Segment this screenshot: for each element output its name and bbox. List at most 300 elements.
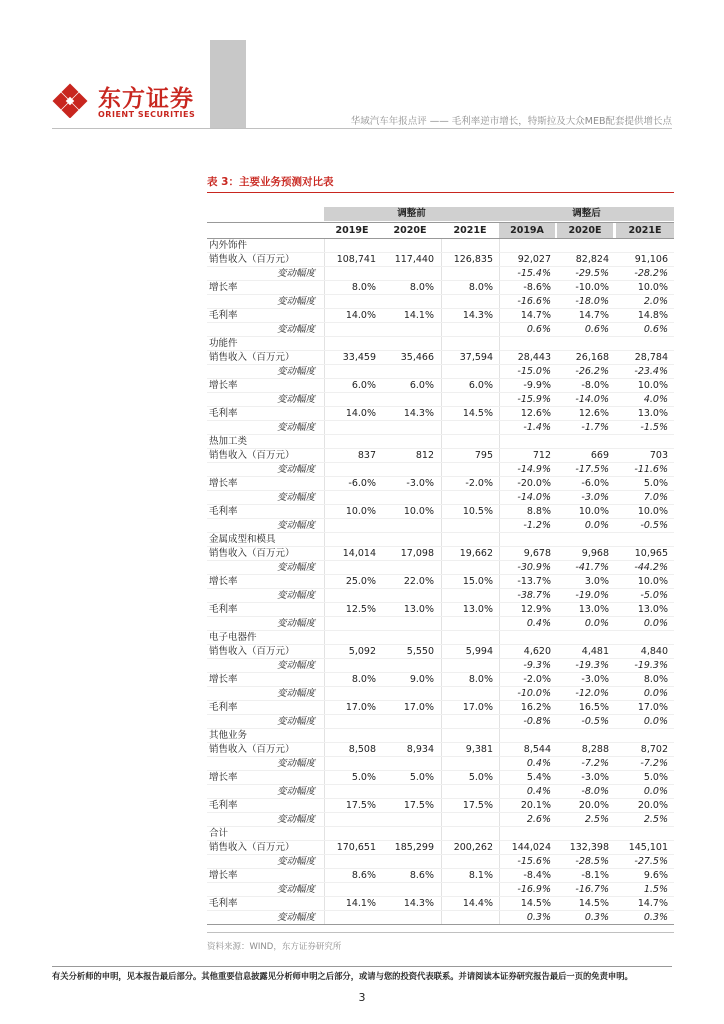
table-row (207, 519, 674, 533)
table-cell: -14.0% (517, 492, 551, 503)
table-row (207, 491, 674, 505)
table-cell (441, 827, 493, 841)
row-label: 变动幅度 (277, 394, 316, 405)
table-row (207, 351, 674, 365)
table-cell (441, 687, 493, 701)
column-separator (441, 603, 442, 616)
column-separator (499, 841, 500, 854)
column-header-0: 2019E (324, 223, 380, 238)
table-cell: -44.2% (634, 562, 668, 573)
table-cell: 712 (532, 450, 551, 461)
table-cell: -3.0% (581, 492, 609, 503)
table-cell (441, 323, 493, 337)
table-cell (324, 421, 376, 435)
table-cell: 0.0% (643, 618, 668, 629)
table-cell (324, 659, 376, 673)
table-cell (382, 687, 434, 701)
row-label: 增长率 (209, 674, 238, 685)
table-cell: -10.0% (575, 282, 609, 293)
table-cell (382, 393, 434, 407)
table-cell (499, 435, 551, 449)
table-cell: 17.0% (345, 702, 376, 713)
column-separator (324, 645, 325, 658)
column-separator (499, 435, 500, 448)
column-separator (324, 561, 325, 574)
table-cell: 0.6% (643, 324, 668, 335)
column-separator (324, 883, 325, 896)
column-separator (324, 673, 325, 686)
table-cell (324, 911, 376, 925)
table-cell (441, 435, 493, 449)
table-cell: 10.0% (403, 506, 434, 517)
table-cell: 6.0% (468, 380, 493, 391)
table-cell: 0.6% (526, 324, 551, 335)
table-cell: 14.5% (578, 898, 609, 909)
table-cell (324, 519, 376, 533)
table-cell: -8.4% (523, 870, 551, 881)
table-cell: 8,508 (348, 744, 376, 755)
report-header-title: 华域汽车年报点评 —— 毛利率逆市增长，特斯拉及大众MEB配套提供增长点 (350, 116, 672, 127)
row-label: 变动幅度 (277, 366, 316, 377)
table-cell: 10.0% (637, 282, 668, 293)
column-separator (441, 715, 442, 728)
table-cell (557, 729, 609, 743)
column-separator (441, 463, 442, 476)
table-row (207, 799, 674, 813)
column-separator (499, 309, 500, 322)
column-separator (324, 589, 325, 602)
table-row (207, 463, 674, 477)
column-separator (499, 673, 500, 686)
table-cell: -6.0% (581, 478, 609, 489)
row-label: 变动幅度 (277, 520, 316, 531)
table-cell: 8.0% (409, 282, 434, 293)
column-separator (324, 491, 325, 504)
column-separator (324, 841, 325, 854)
row-label: 变动幅度 (277, 716, 316, 727)
table-cell (382, 519, 434, 533)
table-cell: -16.7% (575, 884, 609, 895)
column-separator (499, 505, 500, 518)
table-cell: 14.3% (403, 898, 434, 909)
table-cell: 14.7% (578, 310, 609, 321)
table-cell: 7.0% (643, 492, 668, 503)
table-column-header-row (207, 222, 674, 239)
table-cell: 5,092 (348, 646, 376, 657)
column-separator (441, 253, 442, 266)
column-separator (499, 519, 500, 532)
table-cell (382, 785, 434, 799)
page-number: 3 (358, 991, 366, 1004)
column-separator (499, 729, 500, 742)
table-cell (382, 561, 434, 575)
table-cell (441, 757, 493, 771)
table-cell: 126,835 (453, 254, 493, 265)
table-cell: 14.5% (520, 898, 551, 909)
table-cell (441, 463, 493, 477)
table-row (207, 771, 674, 785)
table-cell: 12.5% (345, 604, 376, 615)
row-label: 变动幅度 (277, 590, 316, 601)
table-row (207, 547, 674, 561)
disclaimer-text: 有关分析师的申明，见本报告最后部分。其他重要信息披露见分析师申明之后部分，或请与您的投资代表联系。并请阅读本证券研究报告最后一页的免责申明。 (52, 971, 633, 981)
column-separator (441, 393, 442, 406)
table-cell (324, 323, 376, 337)
row-label: 毛利率 (209, 310, 238, 321)
table-cell: 14.7% (637, 898, 668, 909)
column-separator (441, 841, 442, 854)
table-cell: 0.0% (584, 520, 609, 531)
table-cell: 10.0% (637, 506, 668, 517)
table-cell: 37,594 (459, 352, 493, 363)
table-cell (499, 533, 551, 547)
table-cell: 8.0% (468, 282, 493, 293)
table-row (207, 883, 674, 897)
table-cell (382, 715, 434, 729)
column-separator (499, 813, 500, 826)
column-separator (499, 239, 500, 252)
table-cell: 20.1% (520, 800, 551, 811)
column-separator (499, 547, 500, 560)
table-cell (382, 239, 434, 253)
table-row (207, 575, 674, 589)
column-separator (441, 323, 442, 336)
table-cell: 8.8% (526, 506, 551, 517)
table-cell (382, 421, 434, 435)
table-cell (324, 813, 376, 827)
table-cell: 14.4% (462, 898, 493, 909)
logo-chinese-name: 东方证券 (98, 86, 194, 112)
table-cell: -3.0% (581, 772, 609, 783)
table-cell: 17.0% (637, 702, 668, 713)
table-cell: -14.9% (517, 464, 551, 475)
table-cell (441, 855, 493, 869)
table-cell: 91,106 (634, 254, 668, 265)
column-separator (499, 295, 500, 308)
column-separator (324, 799, 325, 812)
column-separator (324, 533, 325, 546)
table-cell: 20.0% (637, 800, 668, 811)
column-separator (441, 267, 442, 280)
table-cell (499, 729, 551, 743)
table-cell (499, 337, 551, 351)
table-cell: -12.0% (575, 688, 609, 699)
row-label: 增长率 (209, 380, 238, 391)
column-separator (441, 449, 442, 462)
table-cell: 12.9% (520, 604, 551, 615)
group-header-before: 调整前 (324, 207, 499, 221)
column-separator (499, 743, 500, 756)
column-separator (324, 463, 325, 476)
table-title-divider (207, 192, 674, 193)
table-cell: 8,702 (640, 744, 668, 755)
column-separator (324, 855, 325, 868)
column-header-2: 2021E (441, 223, 499, 238)
column-separator (324, 379, 325, 392)
table-cell: -3.0% (581, 674, 609, 685)
row-label: 销售收入（百万元） (209, 450, 295, 461)
table-cell: 13.0% (637, 604, 668, 615)
column-separator (324, 757, 325, 770)
table-cell: 5.4% (526, 772, 551, 783)
column-separator (324, 897, 325, 910)
table-cell: -15.4% (517, 268, 551, 279)
table-cell: 13.0% (637, 408, 668, 419)
table-cell: 0.3% (643, 912, 668, 923)
column-separator (499, 757, 500, 770)
column-separator (499, 323, 500, 336)
source-note: 资料来源：WIND，东方证券研究所 (207, 942, 342, 952)
table-cell: 669 (590, 450, 609, 461)
row-label: 变动幅度 (277, 464, 316, 475)
table-cell (616, 533, 668, 547)
table-row (207, 589, 674, 603)
table-cell: 0.0% (643, 716, 668, 727)
table-row (207, 701, 674, 715)
table-cell (324, 393, 376, 407)
table-cell: 170,651 (336, 842, 376, 853)
table-cell (382, 631, 434, 645)
table-cell: 20.0% (578, 800, 609, 811)
row-label: 销售收入（百万元） (209, 352, 295, 363)
row-label: 销售收入（百万元） (209, 744, 295, 755)
table-row (207, 295, 674, 309)
column-separator (499, 603, 500, 616)
table-cell (382, 757, 434, 771)
table-cell (616, 435, 668, 449)
table-row (207, 323, 674, 337)
table-row (207, 449, 674, 463)
column-separator (324, 701, 325, 714)
column-separator (441, 533, 442, 546)
column-separator (324, 617, 325, 630)
table-cell (382, 323, 434, 337)
table-cell (382, 813, 434, 827)
table-row (207, 729, 674, 743)
column-separator (499, 253, 500, 266)
table-row (207, 645, 674, 659)
table-row (207, 505, 674, 519)
table-cell: 35,466 (400, 352, 434, 363)
column-separator (441, 855, 442, 868)
table-cell: 1.5% (643, 884, 668, 895)
table-title: 表 3：主要业务预测对比表 (207, 176, 334, 188)
section-label: 电子电器件 (209, 632, 257, 643)
column-separator (499, 463, 500, 476)
table-cell (382, 533, 434, 547)
column-separator (441, 883, 442, 896)
table-cell: 17.5% (462, 800, 493, 811)
table-cell (324, 827, 376, 841)
table-cell: 12.6% (578, 408, 609, 419)
table-row (207, 407, 674, 421)
table-cell (324, 267, 376, 281)
row-label: 销售收入（百万元） (209, 548, 295, 559)
table-row (207, 533, 674, 547)
column-separator (441, 785, 442, 798)
table-cell: -10.0% (517, 688, 551, 699)
column-separator (499, 715, 500, 728)
table-cell: 9,678 (523, 548, 551, 559)
row-label: 毛利率 (209, 604, 238, 615)
table-cell (557, 435, 609, 449)
row-label: 增长率 (209, 478, 238, 489)
table-cell (382, 659, 434, 673)
column-separator (441, 813, 442, 826)
table-cell (324, 687, 376, 701)
table-cell (441, 365, 493, 379)
table-cell: 17.5% (345, 800, 376, 811)
table-cell: 14.5% (462, 408, 493, 419)
column-separator (324, 575, 325, 588)
table-cell (441, 715, 493, 729)
column-header-1: 2020E (382, 223, 438, 238)
table-cell: 837 (357, 450, 376, 461)
column-separator (324, 505, 325, 518)
table-cell: 5.0% (351, 772, 376, 783)
table-cell (324, 365, 376, 379)
column-separator (499, 421, 500, 434)
table-row (207, 421, 674, 435)
table-cell: -9.3% (523, 660, 551, 671)
table-cell: 117,440 (394, 254, 434, 265)
header-grey-block (210, 40, 246, 128)
table-cell (324, 757, 376, 771)
table-row (207, 253, 674, 267)
row-label: 毛利率 (209, 408, 238, 419)
column-separator (441, 547, 442, 560)
table-cell (324, 589, 376, 603)
table-row (207, 659, 674, 673)
source-divider (207, 932, 674, 933)
column-separator (499, 659, 500, 672)
column-separator (441, 757, 442, 770)
table-cell: -8.1% (581, 870, 609, 881)
table-cell: 0.6% (584, 324, 609, 335)
column-separator (441, 477, 442, 490)
column-separator (324, 519, 325, 532)
table-cell: -16.9% (517, 884, 551, 895)
column-separator (499, 575, 500, 588)
row-label: 变动幅度 (277, 492, 316, 503)
column-separator (441, 309, 442, 322)
table-row (207, 715, 674, 729)
column-separator (324, 393, 325, 406)
row-label: 变动幅度 (277, 324, 316, 335)
table-cell: 8,288 (581, 744, 609, 755)
table-cell: -18.0% (575, 296, 609, 307)
column-separator (441, 365, 442, 378)
table-row (207, 477, 674, 491)
row-label: 变动幅度 (277, 660, 316, 671)
table-cell (324, 533, 376, 547)
column-separator (441, 687, 442, 700)
column-separator (441, 435, 442, 448)
table-cell: 108,741 (336, 254, 376, 265)
table-cell: -0.5% (640, 520, 668, 531)
table-cell (557, 533, 609, 547)
row-label: 增长率 (209, 772, 238, 783)
row-label: 毛利率 (209, 800, 238, 811)
column-separator (499, 785, 500, 798)
column-separator (441, 897, 442, 910)
column-separator (499, 645, 500, 658)
column-separator (441, 491, 442, 504)
table-cell: 33,459 (342, 352, 376, 363)
table-row (207, 309, 674, 323)
table-cell: -19.0% (575, 590, 609, 601)
table-cell: -28.5% (575, 856, 609, 867)
table-row (207, 379, 674, 393)
section-label: 功能件 (209, 338, 238, 349)
row-label: 变动幅度 (277, 422, 316, 433)
column-separator (499, 449, 500, 462)
table-cell: 9.6% (643, 870, 668, 881)
table-cell (382, 827, 434, 841)
table-cell: 9.0% (409, 674, 434, 685)
table-cell: 15.0% (462, 576, 493, 587)
column-separator (499, 337, 500, 350)
table-cell: 10.5% (462, 506, 493, 517)
column-separator (441, 505, 442, 518)
table-cell: 13.0% (578, 604, 609, 615)
table-cell: 0.3% (584, 912, 609, 923)
table-cell (382, 435, 434, 449)
table-cell: -27.5% (634, 856, 668, 867)
table-cell (441, 421, 493, 435)
table-cell (441, 491, 493, 505)
table-cell: 14.3% (403, 408, 434, 419)
column-separator (441, 645, 442, 658)
table-cell: 2.5% (643, 814, 668, 825)
table-cell: 185,299 (394, 842, 434, 853)
table-cell (557, 631, 609, 645)
table-cell: -41.7% (575, 562, 609, 573)
table-cell (382, 463, 434, 477)
table-row (207, 239, 674, 253)
column-separator (441, 407, 442, 420)
table-cell: 8.6% (409, 870, 434, 881)
header-divider (52, 128, 672, 129)
column-separator (324, 715, 325, 728)
table-cell: -15.9% (517, 394, 551, 405)
table-cell: -2.0% (465, 478, 493, 489)
column-separator (324, 771, 325, 784)
table-cell: 19,662 (459, 548, 493, 559)
table-cell: -5.0% (640, 590, 668, 601)
table-cell (324, 239, 376, 253)
table-cell (382, 491, 434, 505)
table-cell: 25.0% (345, 576, 376, 587)
table-cell (616, 337, 668, 351)
table-row (207, 897, 674, 911)
column-separator (324, 309, 325, 322)
table-cell: -20.0% (517, 478, 551, 489)
table-cell: -26.2% (575, 366, 609, 377)
table-cell (441, 267, 493, 281)
table-cell: -8.0% (581, 380, 609, 391)
footer-divider (52, 966, 672, 967)
table-cell (382, 883, 434, 897)
column-header-5: 2021E (616, 223, 674, 238)
table-cell: 4,620 (523, 646, 551, 657)
column-separator (499, 393, 500, 406)
column-separator (324, 869, 325, 882)
column-separator (324, 743, 325, 756)
table-cell: -3.0% (406, 478, 434, 489)
table-cell: 4,481 (581, 646, 609, 657)
column-separator (441, 701, 442, 714)
